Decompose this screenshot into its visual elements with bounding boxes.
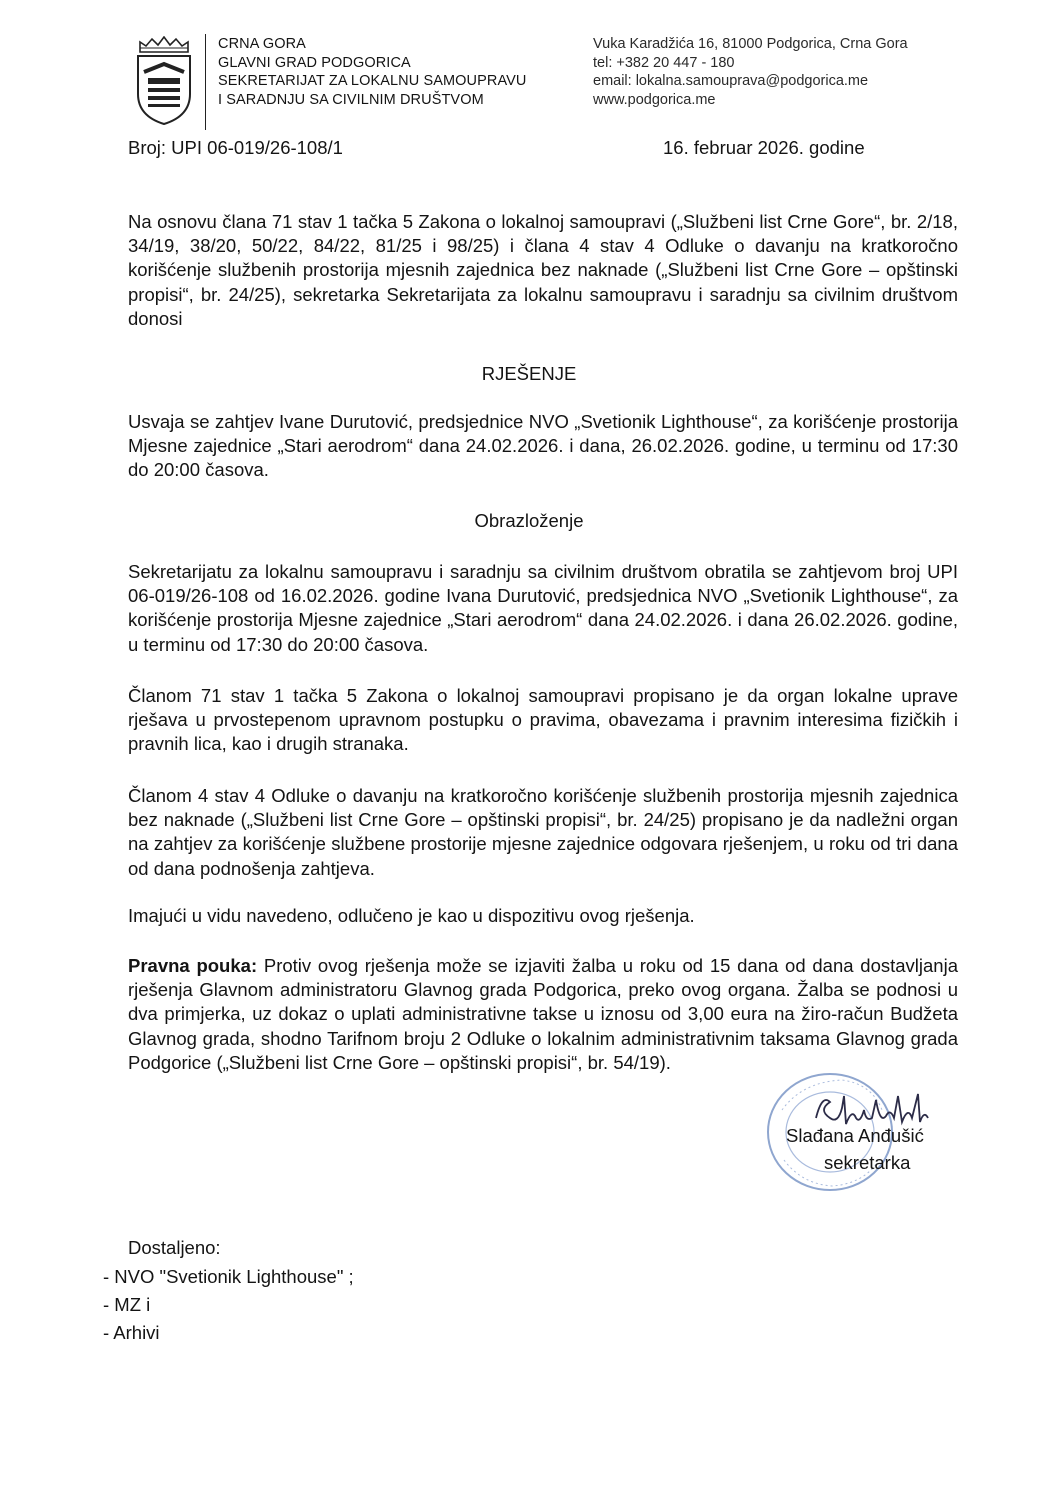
- coat-of-arms-icon: [134, 36, 194, 126]
- reasoning-paragraph-1: Sekretarijatu za lokalnu samoupravu i saradnju sa civilnim društvom obratila se zahtjevom broj UPI 06-019/26-108 od 16.02.2026. godine Ivana Durutović, predsjednica NVO „Svetionik Lighthouse“, za korišćenje prostorija Mjesne zajednice „Stari aerodrom“ dana 24.02.2026. i dana 26.02.2026. godine, u terminu od 17:30 do 20:00 časova.: [128, 561, 958, 655]
- institution-name: [218, 35, 527, 109]
- institution-line: SEKRETARIJAT ZA LOKALNU SAMOUPRAVU: [218, 73, 527, 90]
- document-date: 16. februar 2026. godine: [663, 137, 865, 158]
- obrazlozenje-heading: Obrazloženje: [474, 510, 584, 531]
- case-number: Broj: UPI 06-019/26-108/1: [128, 137, 343, 158]
- contact-info: [593, 35, 908, 109]
- distribution-item: - Arhivi: [103, 1322, 160, 1343]
- address: Vuka Karadžića 16, 81000 Podgorica, Crna Gora: [593, 36, 908, 52]
- distribution-item: - MZ i: [103, 1294, 151, 1315]
- signatory-role: sekretarka: [824, 1152, 911, 1173]
- website: www.podgorica.me: [593, 91, 716, 108]
- institution-line: CRNA GORA: [218, 36, 306, 52]
- handwritten-signature: [808, 1088, 938, 1130]
- phone: tel: +382 20 447 - 180: [593, 54, 735, 71]
- intro-paragraph: Na osnovu člana 71 stav 1 tačka 5 Zakona o lokalnoj samoupravi („Službeni list Crne Gore“, br. 2/18, 34/19, 38/20, 50/22, 84/22, 81/25 i 98/25) i člana 4 stav 4 Odluke o davanju na kratkoročno korišćenje službenih prostorija mjesnih zajednica bez naknade („Službeni list Crne Gore – opštinski propisi“, br. 24/25), sekretarka Sekretarijata za lokalnu samoupravu i saradnju sa civilnim društvom donosi: [128, 211, 958, 329]
- reasoning-paragraph-4: Imajući u vidu navedeno, odlučeno je kao u dispozitivu ovog rješenja.: [128, 905, 695, 926]
- institution-line: GLAVNI GRAD PODGORICA: [218, 54, 411, 71]
- legal-remedy-text: Protiv ovog rješenja može se izjaviti žalba u roku od 15 dana od dana dostavljanja rješenja Glavnom administratoru Glavnog grada Podgorica, preko ovog organa. Žalba se podnosi u dva primjerka, uz dokaz o uplati administrativne takse u iznosu od 3,00 eura na žiro-račun Budžeta Glavnog grada, shodno Tarifnom broju 2 Odluke o lokalnim administrativnim taksama Glavnog grada Podgorice („Službeni list Crne Gore – opštinski propisi“, br. 54/19).: [128, 955, 958, 1073]
- legal-remedy-label: Pravna pouka:: [128, 955, 258, 976]
- reasoning-paragraph-3: Članom 4 stav 4 Odluke o davanju na kratkoročno korišćenje službenih prostorija mjesnih zajednica bez naknade („Službeni list Crne Gore – opštinski propisi“, br. 24/25) propisano je da nadležni organ na zahtjev za korišćenje službene prostorije mjesne zajednice odgovara rješenjem, u roku od tri dana od dana podnošenja zahtjeva.: [128, 785, 958, 879]
- institution-line: I SARADNJU SA CIVILNIM DRUŠTVOM: [218, 91, 484, 108]
- email: email: lokalna.samouprava@podgorica.me: [593, 73, 869, 90]
- rjesenje-heading: RJEŠENJE: [481, 363, 577, 384]
- distribution-item: - NVO "Svetionik Lighthouse" ;: [103, 1266, 354, 1287]
- signatory-name: Slađana Anđušić: [786, 1125, 924, 1146]
- distribution-label: Dostaljeno:: [128, 1237, 221, 1258]
- reasoning-paragraph-2: Članom 71 stav 1 tačka 5 Zakona o lokalnoj samoupravi propisano je da organ lokalne uprave rješava u prvostepenom upravnom postupku o pravima, obavezama i pravnim interesima fizičkih i pravnih lica, kao i drugih stranaka.: [128, 685, 958, 755]
- decision-paragraph: Usvaja se zahtjev Ivane Durutović, predsjednice NVO „Svetionik Lighthouse“, za korišćenje prostorija Mjesne zajednice „Stari aerodrom“ dana 24.02.2026. i dana, 26.02.2026. godine, u terminu od 17:30 do 20:00 časova.: [128, 411, 958, 481]
- legal-remedy-paragraph: [128, 954, 958, 1075]
- header-divider: [205, 34, 206, 130]
